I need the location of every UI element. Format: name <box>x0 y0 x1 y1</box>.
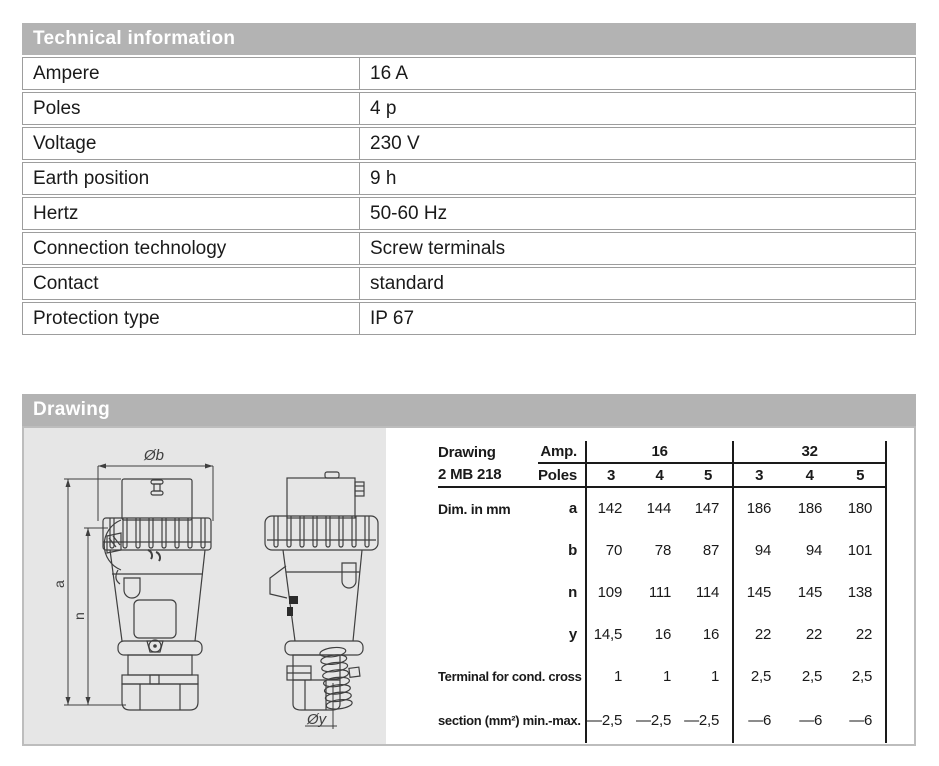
row-label <box>438 571 538 613</box>
dim-letter: a <box>568 500 578 517</box>
pole-column: 3 <box>586 463 635 487</box>
dim-value: 2,5 <box>835 655 886 697</box>
dim-value: 94 <box>733 529 784 571</box>
dim-value: 142 <box>586 487 635 529</box>
dimension-y-label: Øy <box>307 711 327 728</box>
spec-value: standard <box>360 267 916 300</box>
dim-value: 109 <box>586 571 635 613</box>
plug-technical-drawing <box>24 428 386 744</box>
amp-group-32: 32 <box>733 441 886 463</box>
pole-column: 5 <box>684 463 733 487</box>
spec-label: Hertz <box>22 197 360 230</box>
cable-gland <box>285 641 363 710</box>
collar-ribs <box>265 516 378 550</box>
dimension-a-label: a <box>51 580 67 588</box>
table-row <box>22 57 916 90</box>
table-row <box>22 267 916 300</box>
row-label: Dim. in mm <box>438 500 511 517</box>
spec-value: Screw terminals <box>360 232 916 265</box>
dim-value: 78 <box>654 541 672 559</box>
table-row <box>438 571 886 613</box>
pole-column: 4 <box>784 463 835 487</box>
plug-side-view <box>265 472 378 729</box>
dim-value: 101 <box>835 529 886 571</box>
dim-value: 16 <box>654 625 672 643</box>
spec-label: Protection type <box>22 302 360 335</box>
dim-value: 14,5 <box>586 613 635 655</box>
technical-information-table <box>22 55 916 337</box>
dim-value: —6 <box>799 711 823 729</box>
dim-value: 16 <box>702 625 720 643</box>
dim-value: —2,5 <box>636 711 672 729</box>
dim-value: 144 <box>646 500 672 517</box>
poles-label: Poles <box>538 463 586 487</box>
dim-letter: y <box>568 625 578 643</box>
table-row <box>438 697 886 743</box>
table-row <box>438 655 886 697</box>
table-row <box>438 613 886 655</box>
table-row <box>22 197 916 230</box>
pole-column: 5 <box>835 463 886 487</box>
dim-value: 186 <box>733 487 784 529</box>
dim-value: —6 <box>733 697 784 743</box>
spec-label: Earth position <box>22 162 360 195</box>
spec-value: 50-60 Hz <box>360 197 916 230</box>
section-title: Technical information <box>22 23 916 55</box>
dim-value: —2,5 <box>684 711 720 729</box>
dim-value: 111 <box>648 583 672 601</box>
body-outline <box>110 550 205 641</box>
cap-button <box>325 472 339 478</box>
amp-group-16: 16 <box>586 441 733 463</box>
table-row <box>22 92 916 125</box>
dim-value: 2,5 <box>801 667 823 685</box>
dimension-b-label: Øb <box>144 447 165 464</box>
row-label <box>438 613 538 655</box>
dimension-a <box>64 479 121 705</box>
drawing-label: Drawing <box>438 443 496 461</box>
pole-column: 4 <box>635 463 684 487</box>
table-row <box>22 127 916 160</box>
drawing-panel <box>22 426 916 746</box>
dim-letter: b <box>568 541 578 559</box>
screw-lug <box>147 640 163 652</box>
dim-value: 2,5 <box>733 655 784 697</box>
dim-value: 186 <box>797 500 823 517</box>
spec-value: IP 67 <box>360 302 916 335</box>
spec-label: Ampere <box>22 57 360 90</box>
pole-column: 3 <box>733 463 784 487</box>
cap-outline <box>122 479 192 520</box>
keying-tab <box>270 566 287 598</box>
dim-value: 22 <box>835 613 886 655</box>
spec-value: 4 p <box>360 92 916 125</box>
dim-value: 1 <box>586 655 635 697</box>
row-label: Terminal for cond. cross <box>438 668 582 684</box>
dim-value: 1 <box>662 667 672 685</box>
latch-detail <box>287 596 298 616</box>
dim-value: 70 <box>586 529 635 571</box>
table-row <box>22 162 916 195</box>
table-row <box>22 302 916 335</box>
spec-value: 9 h <box>360 162 916 195</box>
spec-label: Poles <box>22 92 360 125</box>
label-window <box>134 600 176 638</box>
dim-value: 22 <box>733 613 784 655</box>
small-window <box>342 563 356 588</box>
plug-front-view <box>51 447 213 710</box>
dim-value: —6 <box>835 697 886 743</box>
amp-label: Amp. <box>538 441 586 463</box>
dim-value: 94 <box>805 541 823 559</box>
dim-value: 1 <box>711 667 720 685</box>
spec-value: 16 A <box>360 57 916 90</box>
technical-information-section <box>22 23 916 337</box>
dim-value: 114 <box>695 583 720 601</box>
dim-value: 145 <box>797 583 823 601</box>
spec-label: Contact <box>22 267 360 300</box>
dim-value: 22 <box>805 625 823 643</box>
row-label: section (mm²) min.-max. <box>438 712 581 728</box>
table-row <box>438 441 886 463</box>
dimension-n-label: n <box>71 612 87 620</box>
table-row <box>22 232 916 265</box>
dim-value: —2,5 <box>586 697 635 743</box>
dimension-table <box>438 441 887 743</box>
dim-value: 147 <box>694 500 720 517</box>
dimension-b <box>98 464 213 522</box>
table-row <box>438 529 886 571</box>
drawing-number: 2 MB 218 <box>438 463 538 487</box>
side-clip <box>355 482 364 496</box>
spec-value: 230 V <box>360 127 916 160</box>
dimension-table-area <box>386 428 914 744</box>
row-label <box>438 529 538 571</box>
body-outline <box>283 550 362 641</box>
mold-marks <box>148 550 160 561</box>
collar-ribs <box>103 518 211 550</box>
table-row <box>438 463 886 487</box>
dim-value: 87 <box>702 541 720 559</box>
dim-value: 138 <box>835 571 886 613</box>
drawing-section <box>22 394 916 746</box>
table-row <box>438 487 886 529</box>
cap-outline <box>287 478 355 518</box>
handle-detail <box>151 480 163 495</box>
small-window <box>124 578 140 598</box>
dim-value: 145 <box>733 571 784 613</box>
spec-label: Voltage <box>22 127 360 160</box>
spec-label: Connection technology <box>22 232 360 265</box>
drawing-canvas <box>24 428 386 744</box>
section-title: Drawing <box>22 394 916 426</box>
dim-letter: n <box>568 583 578 601</box>
dim-value: 180 <box>835 487 886 529</box>
